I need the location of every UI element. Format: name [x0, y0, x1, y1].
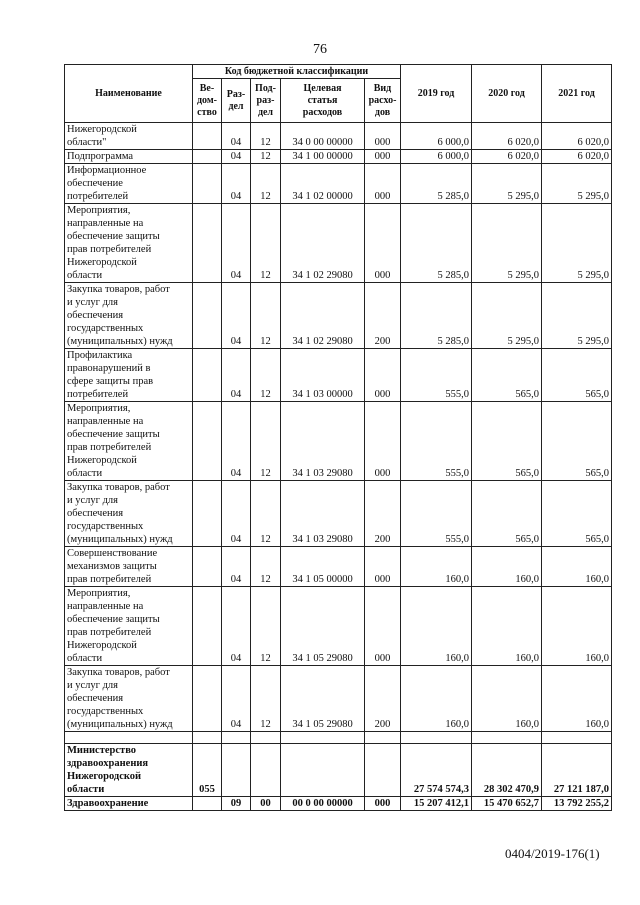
- cell-2019: [401, 732, 472, 744]
- cell-razdel: 04: [222, 666, 251, 732]
- cell-podrazdel: 12: [251, 123, 281, 150]
- cell-2021: 160,0: [542, 587, 612, 666]
- table-row: [65, 481, 612, 547]
- table-body: [65, 123, 612, 811]
- cell-vedomstvo: [193, 732, 222, 744]
- cell-2020: 5 295,0: [472, 204, 542, 283]
- header-code-group: Код бюджетной классификации: [193, 65, 401, 79]
- cell-2021: 6 020,0: [542, 150, 612, 164]
- cell-2021: 160,0: [542, 666, 612, 732]
- cell-vid-rashodov: [365, 744, 401, 797]
- cell-vid-rashodov: 200: [365, 283, 401, 349]
- table-row: [65, 349, 612, 402]
- header-podrazdel: Под- раз- дел: [251, 79, 281, 123]
- cell-vedomstvo: [193, 164, 222, 204]
- cell-2021: 6 020,0: [542, 123, 612, 150]
- cell-2021: 5 295,0: [542, 164, 612, 204]
- cell-tselevaya-statya: 34 0 00 00000: [281, 123, 365, 150]
- cell-razdel: 04: [222, 204, 251, 283]
- table-row: [65, 283, 612, 349]
- cell-tselevaya-statya: [281, 732, 365, 744]
- cell-2021: 5 295,0: [542, 204, 612, 283]
- cell-razdel: 04: [222, 349, 251, 402]
- cell-vid-rashodov: 000: [365, 349, 401, 402]
- cell-tselevaya-statya: 34 1 05 29080: [281, 587, 365, 666]
- cell-vid-rashodov: 000: [365, 164, 401, 204]
- cell-vedomstvo: [193, 797, 222, 811]
- cell-name: Информационное обеспечение потребителей: [65, 164, 193, 204]
- cell-podrazdel: 12: [251, 164, 281, 204]
- cell-2020: 160,0: [472, 666, 542, 732]
- cell-2019: 5 285,0: [401, 204, 472, 283]
- cell-vedomstvo: [193, 666, 222, 732]
- table-row: [65, 732, 612, 744]
- cell-2020: 160,0: [472, 587, 542, 666]
- cell-name: Закупка товаров, работ и услуг для обеспечения государственных (муниципальных) нужд: [65, 481, 193, 547]
- cell-2020: 15 470 652,7: [472, 797, 542, 811]
- document-code: 0404/2019-176(1): [505, 846, 600, 861]
- cell-tselevaya-statya: 34 1 05 00000: [281, 547, 365, 587]
- cell-2020: 160,0: [472, 547, 542, 587]
- cell-vedomstvo: [193, 547, 222, 587]
- cell-name: Здравоохранение: [65, 797, 193, 811]
- table-row: [65, 547, 612, 587]
- cell-2021: 565,0: [542, 402, 612, 481]
- cell-vedomstvo: [193, 204, 222, 283]
- cell-vid-rashodov: 200: [365, 666, 401, 732]
- cell-tselevaya-statya: 34 1 03 29080: [281, 402, 365, 481]
- cell-razdel: 04: [222, 150, 251, 164]
- table-row: [65, 402, 612, 481]
- header-2019: 2019 год: [401, 65, 472, 123]
- cell-podrazdel: 00: [251, 797, 281, 811]
- cell-vedomstvo: [193, 150, 222, 164]
- cell-vedomstvo: [193, 123, 222, 150]
- cell-name: [65, 732, 193, 744]
- cell-2019: 555,0: [401, 402, 472, 481]
- cell-name: Закупка товаров, работ и услуг для обеспечения государственных (муниципальных) нужд: [65, 283, 193, 349]
- table-row: [65, 204, 612, 283]
- cell-vedomstvo: [193, 402, 222, 481]
- cell-tselevaya-statya: 34 1 03 29080: [281, 481, 365, 547]
- cell-2020: 6 020,0: [472, 123, 542, 150]
- table-row: [65, 123, 612, 150]
- cell-2021: 5 295,0: [542, 283, 612, 349]
- table-row: [65, 587, 612, 666]
- cell-vid-rashodov: 000: [365, 402, 401, 481]
- cell-vid-rashodov: 000: [365, 150, 401, 164]
- cell-2020: 5 295,0: [472, 283, 542, 349]
- cell-2021: 565,0: [542, 481, 612, 547]
- cell-2019: 160,0: [401, 547, 472, 587]
- cell-vid-rashodov: 000: [365, 797, 401, 811]
- cell-tselevaya-statya: 34 1 03 00000: [281, 349, 365, 402]
- cell-vid-rashodov: 000: [365, 123, 401, 150]
- cell-name: Профилактика правонарушений в сфере защиты прав потребителей: [65, 349, 193, 402]
- cell-vid-rashodov: 000: [365, 587, 401, 666]
- cell-vedomstvo: [193, 349, 222, 402]
- cell-podrazdel: 12: [251, 204, 281, 283]
- table-row: [65, 666, 612, 732]
- cell-razdel: 09: [222, 797, 251, 811]
- cell-tselevaya-statya: 34 1 02 29080: [281, 204, 365, 283]
- table-row: [65, 164, 612, 204]
- cell-vedomstvo: 055: [193, 744, 222, 797]
- cell-2019: 160,0: [401, 587, 472, 666]
- cell-2020: 565,0: [472, 402, 542, 481]
- cell-2019: 27 574 574,3: [401, 744, 472, 797]
- cell-tselevaya-statya: 00 0 00 00000: [281, 797, 365, 811]
- header-tselevaya: Целевая статья расходов: [281, 79, 365, 123]
- cell-podrazdel: 12: [251, 587, 281, 666]
- table-row: [65, 797, 612, 811]
- cell-tselevaya-statya: 34 1 05 29080: [281, 666, 365, 732]
- cell-2019: 555,0: [401, 481, 472, 547]
- cell-razdel: 04: [222, 283, 251, 349]
- header-2021: 2021 год: [542, 65, 612, 123]
- header-2020: 2020 год: [472, 65, 542, 123]
- cell-podrazdel: 12: [251, 481, 281, 547]
- cell-razdel: 04: [222, 481, 251, 547]
- cell-podrazdel: 12: [251, 402, 281, 481]
- cell-vedomstvo: [193, 481, 222, 547]
- cell-2020: [472, 732, 542, 744]
- cell-tselevaya-statya: 34 1 00 00000: [281, 150, 365, 164]
- cell-vid-rashodov: 000: [365, 204, 401, 283]
- cell-vid-rashodov: [365, 732, 401, 744]
- cell-tselevaya-statya: [281, 744, 365, 797]
- cell-razdel: 04: [222, 402, 251, 481]
- cell-razdel: [222, 732, 251, 744]
- cell-name: Совершенствование механизмов защиты прав потребителей: [65, 547, 193, 587]
- cell-tselevaya-statya: 34 1 02 29080: [281, 283, 365, 349]
- cell-podrazdel: 12: [251, 547, 281, 587]
- cell-vid-rashodov: 000: [365, 547, 401, 587]
- header-vedomstvo: Ве- дом- ство: [193, 79, 222, 123]
- cell-vid-rashodov: 200: [365, 481, 401, 547]
- cell-razdel: 04: [222, 547, 251, 587]
- page-number: 76: [313, 42, 327, 57]
- cell-name: Нижегородской области": [65, 123, 193, 150]
- cell-2020: 565,0: [472, 481, 542, 547]
- cell-podrazdel: 12: [251, 349, 281, 402]
- header-name: Наименование: [65, 65, 193, 123]
- cell-vedomstvo: [193, 587, 222, 666]
- budget-table: [64, 64, 612, 811]
- cell-2021: 13 792 255,2: [542, 797, 612, 811]
- cell-razdel: 04: [222, 123, 251, 150]
- cell-2021: 565,0: [542, 349, 612, 402]
- cell-2020: 5 295,0: [472, 164, 542, 204]
- cell-name: Министерство здравоохранения Нижегородской области: [65, 744, 193, 797]
- cell-podrazdel: 12: [251, 150, 281, 164]
- cell-razdel: [222, 744, 251, 797]
- cell-podrazdel: 12: [251, 666, 281, 732]
- cell-razdel: 04: [222, 587, 251, 666]
- header-razdel: Раз- дел: [222, 79, 251, 123]
- cell-razdel: 04: [222, 164, 251, 204]
- cell-2020: 6 020,0: [472, 150, 542, 164]
- cell-2021: 27 121 187,0: [542, 744, 612, 797]
- header-vid: Вид расхо- дов: [365, 79, 401, 123]
- cell-2019: 6 000,0: [401, 150, 472, 164]
- cell-2019: 5 285,0: [401, 164, 472, 204]
- cell-2019: 15 207 412,1: [401, 797, 472, 811]
- cell-name: Мероприятия, направленные на обеспечение защиты прав потребителей Нижегородской области: [65, 204, 193, 283]
- cell-vedomstvo: [193, 283, 222, 349]
- cell-2019: 160,0: [401, 666, 472, 732]
- cell-2020: 565,0: [472, 349, 542, 402]
- table-row: [65, 150, 612, 164]
- cell-2019: 555,0: [401, 349, 472, 402]
- cell-tselevaya-statya: 34 1 02 00000: [281, 164, 365, 204]
- cell-2019: 5 285,0: [401, 283, 472, 349]
- cell-podrazdel: 12: [251, 283, 281, 349]
- cell-name: Мероприятия, направленные на обеспечение защиты прав потребителей Нижегородской области: [65, 587, 193, 666]
- cell-podrazdel: [251, 732, 281, 744]
- cell-2021: 160,0: [542, 547, 612, 587]
- table-row: [65, 744, 612, 797]
- cell-2020: 28 302 470,9: [472, 744, 542, 797]
- cell-podrazdel: [251, 744, 281, 797]
- cell-name: Мероприятия, направленные на обеспечение защиты прав потребителей Нижегородской области: [65, 402, 193, 481]
- cell-name: Закупка товаров, работ и услуг для обеспечения государственных (муниципальных) нужд: [65, 666, 193, 732]
- cell-name: Подпрограмма: [65, 150, 193, 164]
- cell-2021: [542, 732, 612, 744]
- cell-2019: 6 000,0: [401, 123, 472, 150]
